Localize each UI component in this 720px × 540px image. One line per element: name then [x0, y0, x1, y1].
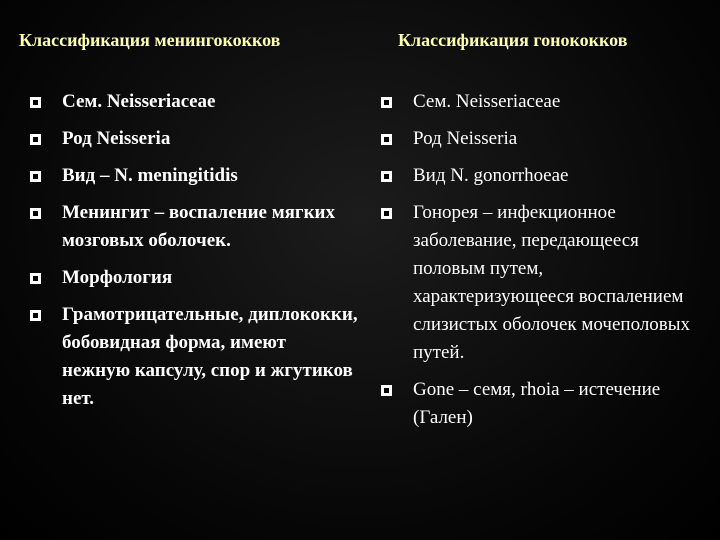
list-item [379, 88, 699, 116]
square-bullet-icon [379, 125, 393, 153]
list-item-text: Гонорея – инфекционное заболевание, передающееся половым путем, характеризующееся воспалением слизистых оболочек мочеполовых путей. [413, 202, 691, 363]
list-item-text: Род Neisseria [413, 128, 518, 149]
list-item [28, 162, 358, 190]
left-column-heading: Классификация менингококков [19, 30, 281, 50]
list-item [28, 264, 358, 292]
list-item-text: Gone – семя, rhoia – истечение (Гален) [413, 379, 661, 428]
list-item [379, 125, 699, 153]
list-item [379, 376, 699, 432]
square-bullet-icon [379, 162, 393, 190]
list-item [28, 199, 358, 255]
square-bullet-icon [379, 88, 393, 116]
list-item [28, 301, 358, 413]
square-bullet-icon [28, 264, 42, 292]
meningococci-list [28, 88, 358, 422]
gonococci-list [379, 88, 699, 441]
list-item [379, 162, 699, 190]
list-item-text: Вид N. gonorrhoeae [413, 165, 569, 186]
list-item-text: Морфология [62, 267, 173, 288]
square-bullet-icon [28, 162, 42, 190]
right-column-heading: Классификация гонококков [398, 30, 628, 50]
list-item [28, 125, 358, 153]
list-item-text: Сем. Neisseriaceae [413, 91, 561, 112]
square-bullet-icon [28, 88, 42, 116]
list-item-text: Грамотрицательные, диплококки, бобовидная форма, имеют нежную капсулу, спор и жгутиков нет. [62, 304, 358, 409]
square-bullet-icon [379, 199, 393, 227]
square-bullet-icon [28, 301, 42, 329]
list-item-text: Вид – N. meningitidis [62, 165, 238, 186]
square-bullet-icon [28, 199, 42, 227]
list-item-text: Род Neisseria [62, 128, 171, 149]
list-item-text: Менингит – воспаление мягких мозговых оболочек. [62, 202, 335, 251]
list-item [28, 88, 358, 116]
list-item [379, 199, 699, 367]
list-item-text: Сем. Neisseriaceae [62, 91, 216, 112]
square-bullet-icon [379, 376, 393, 404]
square-bullet-icon [28, 125, 42, 153]
